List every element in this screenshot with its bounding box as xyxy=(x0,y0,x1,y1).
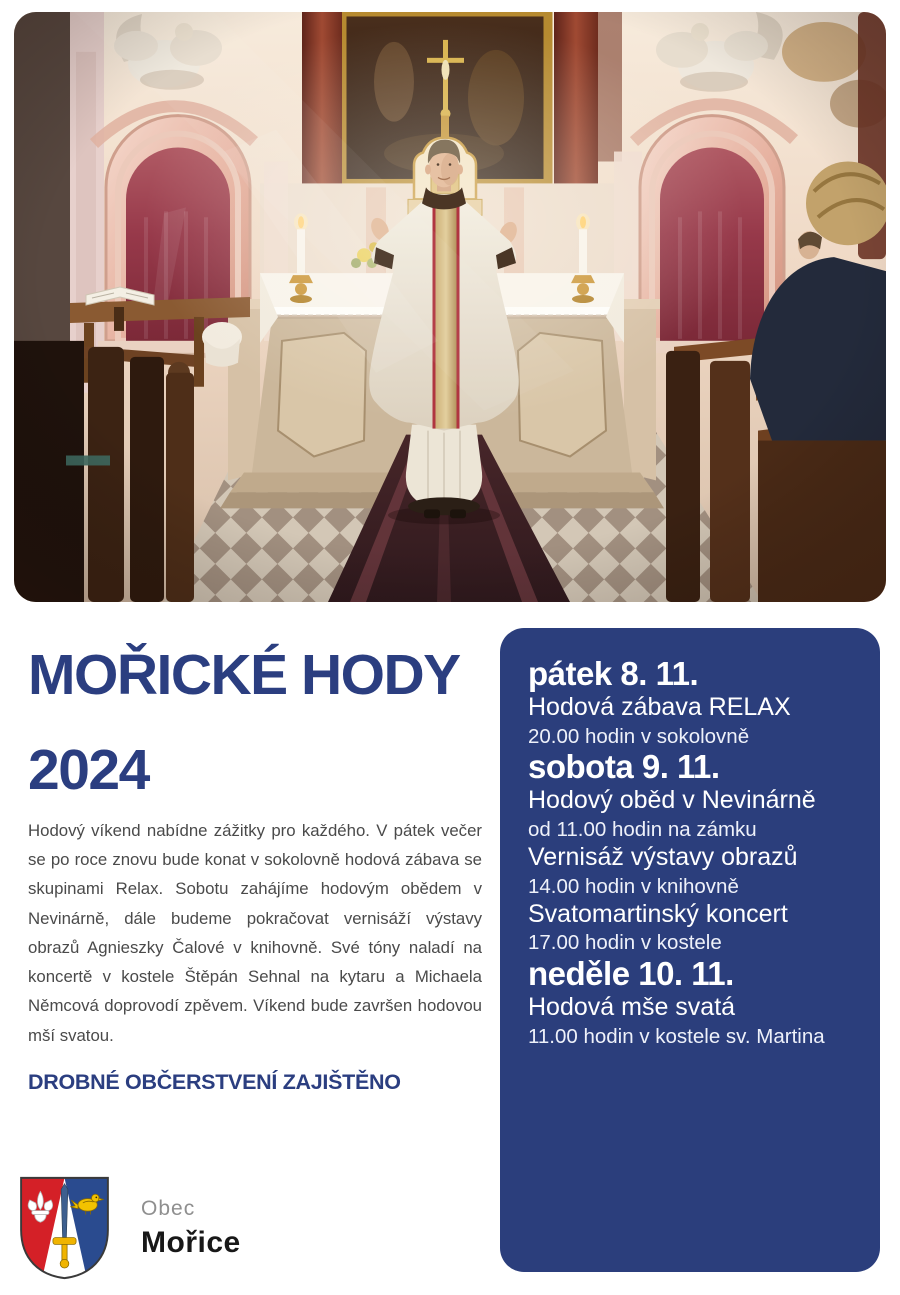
event-time: 14.00 hodin v knihovně xyxy=(528,874,739,898)
day-heading: pátek 8. 11. xyxy=(528,655,699,692)
schedule-day-saturday xyxy=(528,749,852,956)
municipality-logo xyxy=(16,1174,241,1282)
event-time: 17.00 hodin v kostele xyxy=(528,931,722,955)
coat-of-arms-icon xyxy=(16,1174,113,1282)
event-name: Vernisáž výstavy obrazů xyxy=(528,843,798,872)
refreshments-note: DROBNÉ OBČERSTVENÍ ZAJIŠTĚNO xyxy=(28,1070,401,1094)
vignette xyxy=(14,12,886,602)
day-heading: sobota 9. 11. xyxy=(528,748,720,786)
event-time: 20.00 hodin v sokolovně xyxy=(528,724,750,748)
logo-municipality-label: Mořice xyxy=(141,1225,241,1259)
municipality-name xyxy=(141,1197,241,1260)
poster-title xyxy=(28,628,493,818)
church-scene xyxy=(14,12,886,602)
schedule-day-friday xyxy=(528,656,852,749)
logo-org-label: Obec xyxy=(141,1196,196,1220)
schedule-day-sunday xyxy=(528,956,852,1049)
event-name: Svatomartinský koncert xyxy=(528,900,788,929)
intro-paragraph: Hodový víkend nabídne zážitky pro každého. V pátek večer se po roce znovu bude konat v sokolovně hodová zábava se skupinami Relax. Sobotu zahájíme hodovým obědem v Nevinárně, dále budeme pokračovat vernisáží výstavy obrazů Agnieszky Čalové v knihovně. Své tóny naladí na koncertě v kostele Štěpán Sehnal na kytaru a Michaela Němcová doprovodí zpěvem. Víkend bude završen hodovou mší svatou. xyxy=(28,821,482,1045)
church-photo xyxy=(14,12,886,602)
event-name: Hodová mše svatá xyxy=(528,993,736,1022)
day-heading: neděle 10. 11. xyxy=(528,955,734,993)
event-time: 11.00 hodin v kostele sv. Martina xyxy=(528,1024,825,1048)
event-name: Hodový oběd v Nevinárně xyxy=(528,786,816,815)
poster-title-line1: MOŘICKÉ HODY xyxy=(28,643,460,707)
poster-title-line2: 2024 xyxy=(28,738,149,802)
event-time: od 11.00 hodin na zámku xyxy=(528,817,757,841)
event-name: Hodová zábava RELAX xyxy=(528,693,791,722)
schedule-panel xyxy=(500,628,880,1272)
